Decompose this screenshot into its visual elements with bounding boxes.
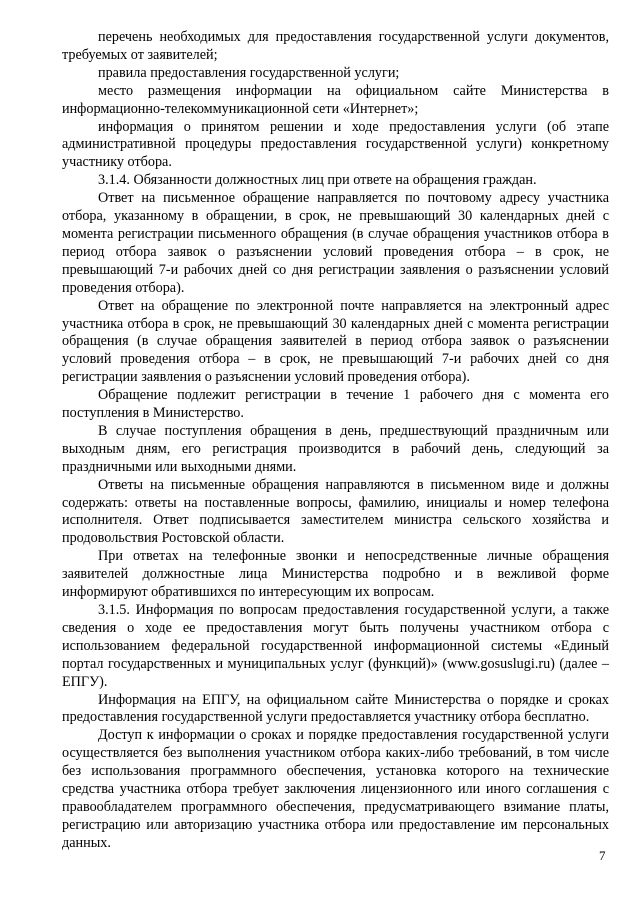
paragraph: правила предоставления государственной услуги; (98, 64, 400, 81)
paragraph: В случае поступления обращения в день, предшествующий праздничным или выходным дням, его регистрация производится в рабочий день, следующий за праздничными или выходными днями. (62, 422, 609, 475)
paragraph: Ответы на письменные обращения направляются в письменном виде и должны содержать: ответы на поставленные вопросы, фамилию, инициалы и номер телефона исполнителя. Ответ подписывается заместителем министра сельского хозяйства и продовольствия Ростовской области. (62, 476, 609, 547)
section-3-1-5-paragraph: 3.1.5. Информация по вопросам предоставления государственной услуги, а также сведения о ходе ее предоставления могут быть получены участником отбора с использованием федеральной государственной информационной системы «Единый портал государственных и муниципальных услуг (функций)» (www.gosuslugi.ru) (далее – ЕПГУ). (62, 602, 609, 690)
paragraph: Обращение подлежит регистрации в течение 1 рабочего дня с момента его поступления в Министерство. (62, 387, 609, 422)
paragraph: Доступ к информации о сроках и порядке предоставления государственной услуги осуществляется без выполнения участником отбора каких-либо требований, в том числе без использования программного обеспечения, установка которого на технические средства участника отбора требует заключения лицензионного или иного соглашения с правообладателем программного обеспечения, предусматривающего взимание платы, регистрацию или авторизацию участника отбора или предоставление им персональных данных. (62, 727, 609, 851)
paragraph: Ответ на обращение по электронной почте направляется на электронный адрес участника отбора в срок, не превышающий 30 календарных дней с момента регистрации обращения (в случае обращения заявителей в период отбора заявок о разъяснении условий проведения отбора – в срок, не превышающий 7-и рабочих дней со дня регистрации заявления о разъяснении условий проведения отбора). (62, 297, 609, 386)
document-body (62, 29, 609, 853)
paragraph: перечень необходимых для предоставления государственной услуги документов, требуемых от заявителей; (62, 29, 609, 63)
page-number: 7 (599, 848, 606, 863)
paragraph: Информация на ЕПГУ, на официальном сайте Министерства о порядке и сроках предоставления государственной услуги предоставляется участнику отбора бесплатно. (62, 691, 609, 726)
paragraph: информация о принятом решении и ходе предоставления услуги (об этапе административной процедуры предоставления государственной услуги) конкретному участнику отбора. (62, 118, 609, 171)
paragraph: Ответ на письменное обращение направляется по почтовому адресу участника отбора, указанному в обращении, в срок, не превышающий 30 календарных дней с момента регистрации письменного обращения (в случае обращения участников отбора в период отбора заявок о разъяснении условий проведения отбора – в срок, не превышающий 7-и рабочих дней со дня регистрации заявления о разъяснении условий проведения отбора). (62, 190, 609, 296)
section-heading-3-1-4: 3.1.4. Обязанности должностных лиц при ответе на обращения граждан. (98, 172, 537, 189)
paragraph: При ответах на телефонные звонки и непосредственные личные обращения заявителей должностные лица Министерства подробно и в вежливой форме информируют обратившихся по интересующим их вопросам. (62, 548, 609, 601)
paragraph: место размещения информации на официальном сайте Министерства в информационно-телекоммуникационной сети «Интернет»; (62, 82, 609, 117)
